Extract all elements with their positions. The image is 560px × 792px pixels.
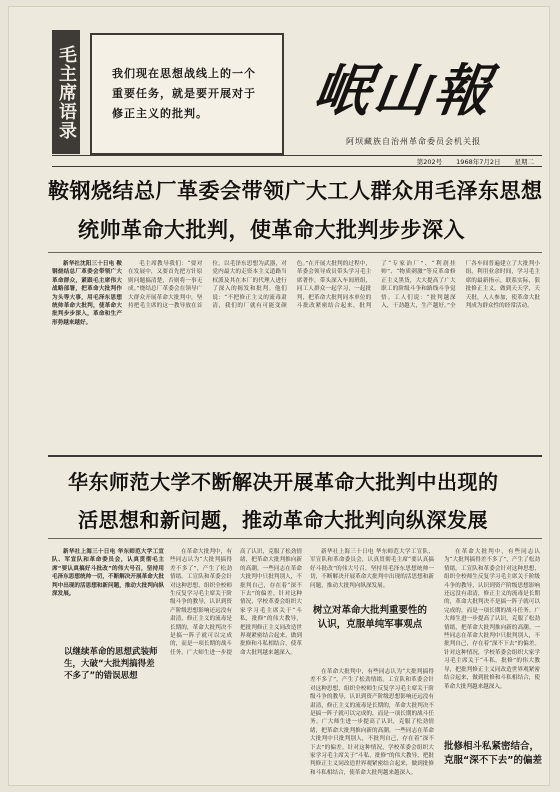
mid-article-body-left: 在革命大批判中，有些同志认为“大批判搞得差不多了”，产生了松劲情绪。工宣队和革委会针对这种思想，组织全校师生反复学习毛主席关于阶级斗争的教导，认识到资产阶级思想影响还远没有肃清，修正主义的流毒是长期的，革命大批判决不是搞一阵子就可以完成的，而是一项长期的战斗任务。广大师生进一步提高了认识，克服了松劲情绪，把革命大批判推向新的高潮。一些同志在革命大批判中只批判别人，不批判自己，存在着“深不下去”的偏差。针对这种情况，学校革委会组织大家学习毛主席关于“斗私，批修”的伟大教导，把批判修正主义同改造世界观紧密结合起来，做到批修和斗私相结合，使革命大批判越来越深入。 — [170, 549, 302, 656]
top-article-body: 毛主席教导我们：“要对在发展中，又要首先把方针原则问题搞清楚，否则将一事无成。”烧结总厂革委会在领导广大群众开展革命大批判中，坚持把毛主席的这一教导放在首位，以毛泽东思想为武器，对党内最大的走资本主义道路当权派及其在本厂的代理人进行了深入的揭发和批判。他们说：“不把修正主义的流毒肃清，我们的厂就有可能变颜色。”在开展大批判的过程中，革委会领导成员带头学习毛主席著作，带头深入车间班组，同工人群众一起学习，一起批判，把革命大批判同本单位的斗批改紧密结合起来，批判了“专家治厂”、“利润挂帅”、“物质刺激”等反革命修正主义黑货，大大提高了广大职工的阶级斗争和路线斗争觉悟。工人们说：“批判越深入，干劲越大，生产越好。”全厂各车间普遍建立了大批判小组，利用业余时间，学习毛主席的最新指示，联系实际，狠批修正主义，做到天天学，天天批，人人参加，使革命大批判成为群众性的经常活动。 — [128, 261, 540, 310]
top-headline-line1: 鞍钢烧结总厂革委会带领广大工人群众用毛泽东思想 — [48, 179, 542, 203]
mid-article-body-center: 在革命大批判中，有些同志认为“大批判搞得差不多了”，产生了松劲情绪。工宣队和革委会针对这种思想，组织全校师生反复学习毛主席关于阶级斗争的教导，认识到资产阶级思想影响还远没有肃清，修正主义的流毒是长期的，革命大批判决不是搞一阵子就可以完成的，而是一项长期的战斗任务。广大师生进一步提高了认识，克服了松劲情绪，把革命大批判推向新的高潮。一些同志在革命大批判中只批判别人，不批判自己，存在着“深不下去”的偏差。针对这种情况，学校革委会组织大家学习毛主席关于“斗私，批修”的伟大教导，把批判修正主义同改造世界观紧密结合起来，做到批修和斗私相结合，使革命大批判越来越深入。 — [310, 669, 434, 776]
subhead-right: 批修相斗私紧密结合，克服“深不下去”的偏差 — [444, 741, 542, 766]
mid-headline-line1: 华东师范大学不断解决开展革命大批判中出现的 — [68, 470, 499, 494]
issue-dateline — [52, 155, 542, 167]
subhead-left: 以继续革命的思想武装师生，大破“大批判搞得差不多了”的错误思想 — [64, 647, 158, 681]
quotation-text: 我们现在思想战线上的一个重要任务，就是要开展对于修正主义的批判。 — [112, 67, 256, 120]
mid-article-body-right: 在革命大批判中，有些同志认为“大批判搞得差不多了”，产生了松劲情绪。工宣队和革委会针对这种思想，组织全校师生反复学习毛主席关于阶级斗争的教导，认识到资产阶级思想影响还远没有肃清，修正主义的流毒是长期的，革命大批判决不是搞一阵子就可以完成的，而是一项长期的战斗任务。广大师生进一步提高了认识，克服了松劲情绪，把革命大批判推向新的高潮。一些同志在革命大批判中只批判别人，不批判自己，存在着“深不下去”的偏差。针对这种情况，学校革委会组织大家学习毛主席关于“斗私，批修”的伟大教导，把批判修正主义同改造世界观紧密结合起来，做到批修和斗私相结合，使革命大批判越来越深入。 — [444, 549, 540, 690]
mid-article-body-center-top: 新华社上海三十日电 华东师范大学工宣队、军宣队和革命委员会，认真贯彻毛主席“要认真搞好斗批改”的伟大号召，坚持用毛泽东思想统帅一切，不断解决开展革命大批判中出现的活思想和新问题，推动大批判向纵深发展。 — [310, 549, 434, 589]
mid-article-lead: 新华社上海三十日电 华东师范大学工宣队、军宣队和革命委员会，认真贯彻毛主席“要认真搞好斗批改”的伟大号召，坚持用毛泽东思想统帅一切，不断解决开展革命大批判中出现的活思想和新问题，推动大批判向纵深发展。 — [52, 549, 164, 598]
quotation-box — [90, 33, 284, 155]
issue-weekday: 星期二 — [514, 158, 534, 166]
mid-headline-line2: 活思想和新问题，推动革命大批判向纵深发展 — [78, 508, 488, 532]
publisher-line: 阿坝藏族自治州革命委员会机关报 — [346, 137, 481, 146]
top-headline-rule — [48, 252, 542, 253]
mid-headline-rule — [48, 538, 542, 539]
mao-quotation-label: 毛主席语录 — [52, 30, 80, 154]
newspaper-title: 岷山報 — [309, 58, 499, 124]
section-divider — [48, 455, 542, 457]
subhead-center: 树立对革命大批判重要性的认识，克服单纯军事观点 — [312, 605, 427, 630]
top-headline-line2: 统帅革命大批判，使革命大批判步步深入 — [78, 218, 465, 242]
issue-date: 1968年7月2日 — [456, 158, 501, 166]
issue-number: 第202号 — [416, 158, 443, 166]
top-article-lead: 新华社沈阳三十日电 鞍钢烧结总厂革委会带领广大革命群众，紧跟毛主席伟大战略部署，把革命大批判作为头等大事，用毛泽东思想统帅革命大批判，使革命大批判步步深入，革命和生产形势越来越好。 — [52, 261, 122, 326]
